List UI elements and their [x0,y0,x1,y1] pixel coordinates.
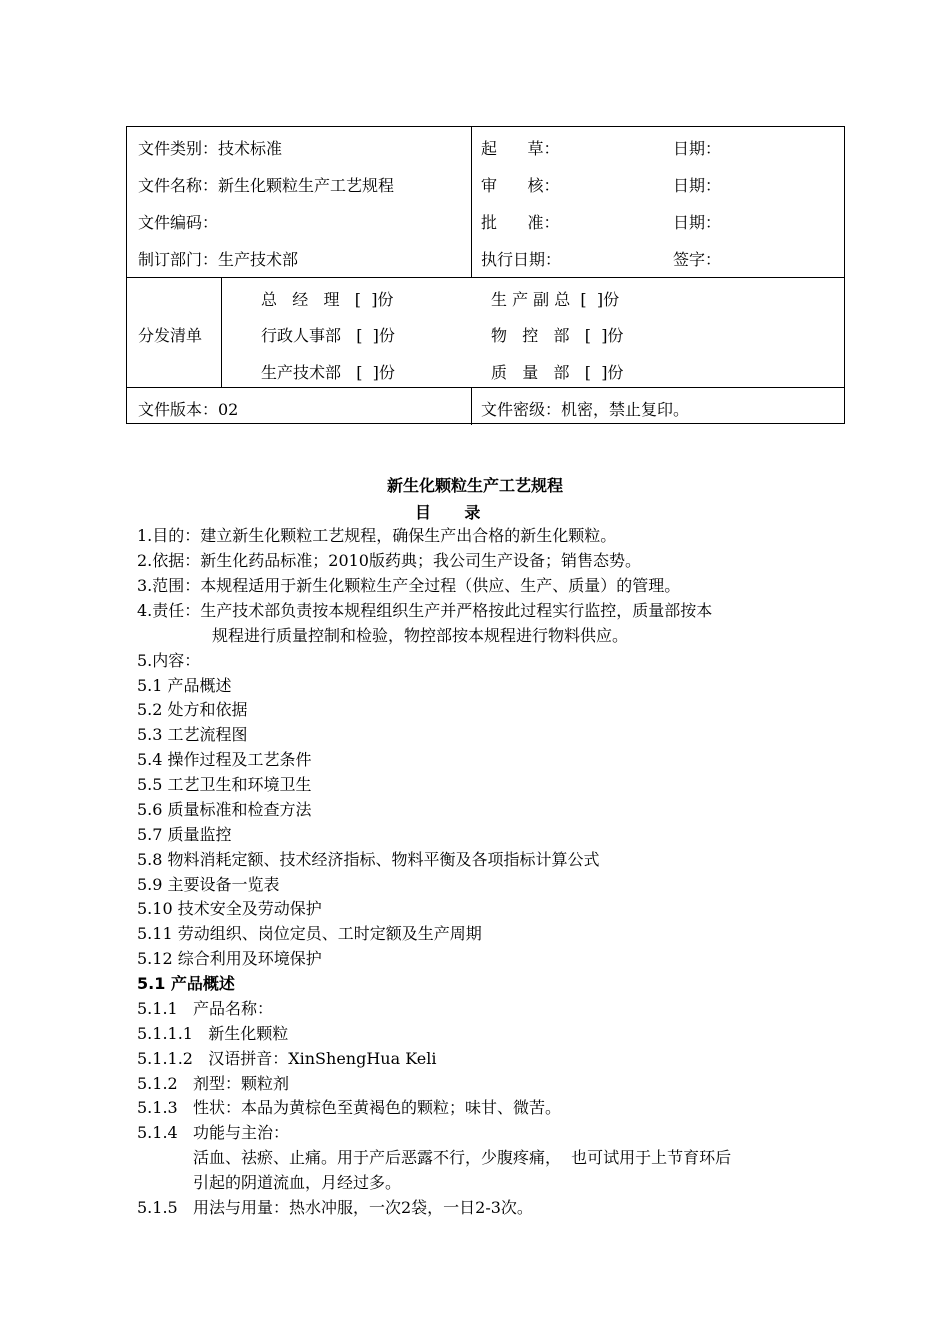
distribution-item: 物 控 部 [ ]份 [491,326,624,345]
body-line: 活血、祛瘀、止痛。用于产后恶露不行，少腹疼痛， 也可试用于上节育环后 [193,1148,732,1167]
file-name: 文件名称：新生化颗粒生产工艺规程 [138,176,395,195]
toc-item: 5.7 质量监控 [137,825,232,844]
toc-item: 5.5 工艺卫生和环境卫生 [137,775,312,794]
toc-item: 5.10 技术安全及劳动保护 [137,899,322,918]
distribution-item: 总 经 理 [ ]份 [261,290,394,309]
responsibility-line-cont: 规程进行质量控制和检验，物控部按本规程进行物料供应。 [212,626,629,645]
responsibility-line: 4.责任：生产技术部负责按本规程组织生产并严格按此过程实行监控，质量部按本 [137,601,713,620]
toc-item: 5.6 质量标准和检查方法 [137,800,312,819]
signature-field: 签字： [673,250,722,269]
section-heading: 5.1 产品概述 [137,974,235,993]
drafter-field: 起 草： [481,139,560,158]
toc-item: 5.1 产品概述 [137,676,232,695]
file-code: 文件编码： [138,213,219,232]
document-header-table [126,126,845,424]
file-secrecy: 文件密级：机密，禁止复印。 [481,400,690,419]
distribution-item: 生产技术部 [ ]份 [261,363,395,382]
document-title: 新生化颗粒生产工艺规程 [386,476,563,495]
body-line: 5.1.1.1 新生化颗粒 [137,1024,289,1043]
body-line: 引起的阴道流血，月经过多。 [193,1173,402,1192]
table-divider [127,387,844,388]
scope-line: 3.范围：本规程适用于新生化颗粒生产全过程（供应、生产、质量）的管理。 [137,576,681,595]
distribution-item: 生 产 副 总 [ ]份 [491,290,620,309]
toc-item: 5.4 操作过程及工艺条件 [137,750,312,769]
table-divider [221,277,222,387]
toc-item: 5.2 处方和依据 [137,700,248,719]
body-line: 5.1.1.2 汉语拼音：XinShengHua Keli [137,1049,437,1068]
toc-item: 5.8 物料消耗定额、技术经济指标、物料平衡及各项指标计算公式 [137,850,600,869]
date-field: 日期： [673,213,722,232]
table-divider [471,127,472,277]
date-field: 日期： [673,176,722,195]
toc-title: 目 录 [415,503,481,522]
approver-field: 批 准： [481,213,560,232]
table-divider [127,277,844,278]
table-divider [471,387,472,425]
toc-item: 5.3 工艺流程图 [137,725,248,744]
body-line: 5.1.5 用法与用量：热水冲服，一次2袋，一日2-3次。 [137,1198,533,1217]
content-heading: 5.内容： [137,651,201,670]
body-line: 5.1.4 功能与主治： [137,1123,289,1142]
toc-item: 5.11 劳动组织、岗位定员、工时定额及生产周期 [137,924,482,943]
distribution-label: 分发清单 [138,326,203,345]
toc-item: 5.12 综合利用及环境保护 [137,949,322,968]
distribution-item: 行政人事部 [ ]份 [261,326,395,345]
reviewer-field: 审 核： [481,176,560,195]
body-line: 5.1.1 产品名称： [137,999,273,1018]
execution-date-field: 执行日期： [481,250,562,269]
date-field: 日期： [673,139,722,158]
distribution-item: 质 量 部 [ ]份 [491,363,624,382]
toc-item: 5.9 主要设备一览表 [137,875,280,894]
body-line: 5.1.2 剂型：颗粒剂 [137,1074,289,1093]
file-version: 文件版本：02 [138,400,239,419]
purpose-line: 1.目的：建立新生化颗粒工艺规程，确保生产出合格的新生化颗粒。 [137,526,617,545]
file-category: 文件类别：技术标准 [138,139,283,158]
issuing-department: 制订部门：生产技术部 [138,250,299,269]
body-line: 5.1.3 性状：本品为黄棕色至黄褐色的颗粒；味甘、微苦。 [137,1098,561,1117]
basis-line: 2.依据：新生化药品标准；2010版药典；我公司生产设备；销售态势。 [137,551,641,570]
